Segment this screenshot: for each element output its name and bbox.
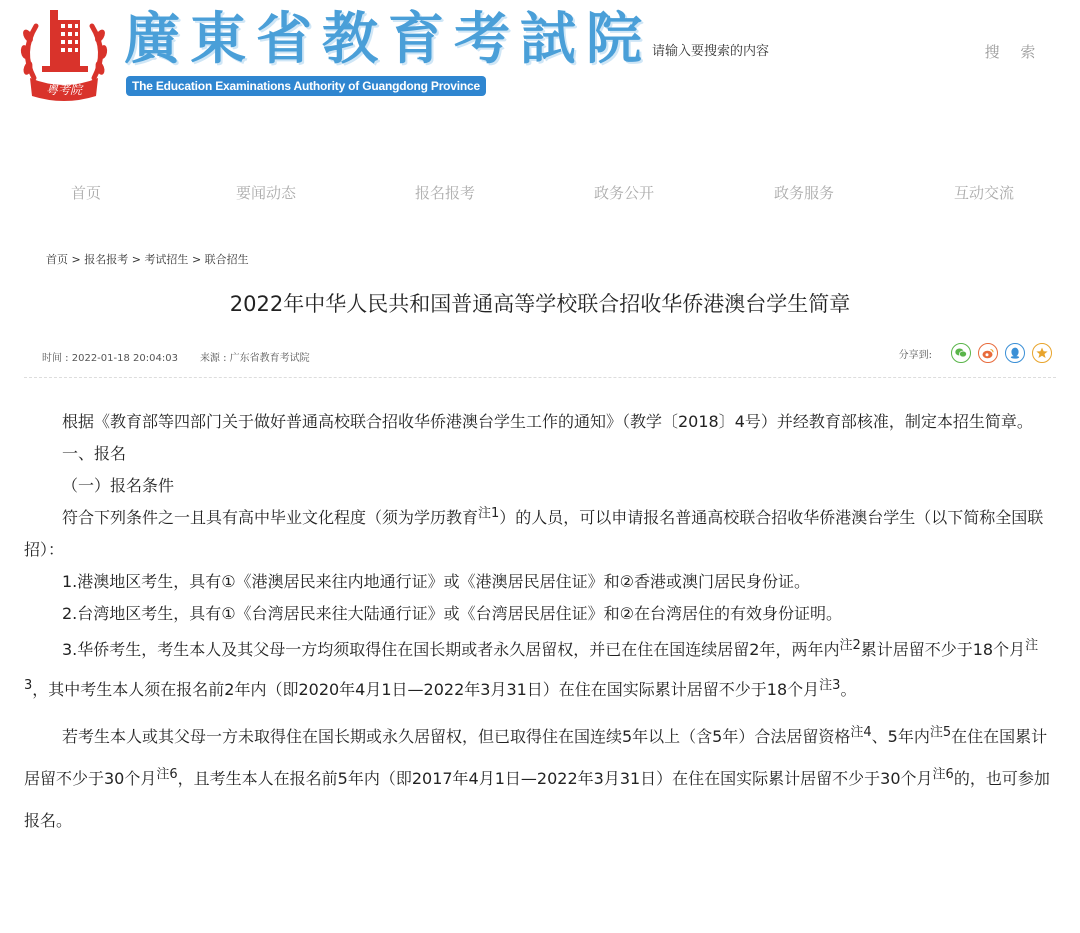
emblem-text: 粤考院	[45, 83, 83, 97]
breadcrumb	[46, 251, 249, 267]
qq-icon[interactable]	[1005, 343, 1025, 363]
breadcrumb-separator: >	[131, 253, 141, 266]
share-label: 分享到:	[898, 349, 932, 361]
heading-registration: 一、报名	[62, 444, 127, 463]
breadcrumb-home[interactable]: 首页	[46, 253, 68, 266]
breadcrumb-separator: >	[191, 253, 202, 266]
nav-item-news[interactable]: 要闻动态	[235, 184, 296, 202]
publish-time: 时间 : 2022-01-18 20:04:03	[42, 353, 178, 364]
site-title[interactable]: 廣東省教育考試院	[124, 6, 652, 72]
nav-item-registration[interactable]: 报名报考	[414, 184, 475, 202]
site-header	[0, 0, 1080, 120]
footnote-ref[interactable]: 注3	[24, 638, 1039, 693]
article-source: 来源 : 广东省教育考试院	[199, 353, 310, 364]
breadcrumb-exam-enrollment[interactable]: 考试招生	[144, 253, 189, 266]
footnote-ref[interactable]: 注6	[932, 767, 954, 782]
paragraph-intro: 根据《教育部等四部门关于做好普通高校联合招收华侨港澳台学生工作的通知》（教学〔2018〕4号）并经教育部核准，制定本招生简章。	[62, 412, 1033, 431]
footnote-ref[interactable]: 注6	[156, 767, 178, 782]
nav-item-services[interactable]: 政务服务	[773, 184, 834, 202]
paragraph-overseas-chinese: 3.华侨考生，考生本人及其父母一方均须取得住在国长期或者永久居留权，并已在住在国连续居留2年，两年内$^{注2}$累计居留不少于18个月$^{注3}$，其中考生本人须在报名前2年内（即2020年4月1日—2022年3月31日）在住在国实际累计居留不少于18个月$^{注3}$。	[24, 638, 1039, 699]
subheading-conditions: （一）报名条件	[62, 476, 175, 495]
weibo-icon[interactable]	[978, 343, 998, 363]
paragraph-conditions: 符合下列条件之一且具有高中毕业文化程度（须为学历教育$^{注1}$）的人员，可以申请报名普通高校联合招收华侨港澳台学生（以下简称全国联招）：	[24, 506, 1044, 559]
breadcrumb-separator: >	[71, 253, 81, 266]
article-title: 2022年中华人民共和国普通高等学校联合招收华侨港澳台学生简章	[229, 292, 851, 316]
site-subtitle: The Education Examinations Authority of Guangdong Province	[126, 76, 486, 96]
search-button[interactable]: 搜 索	[984, 38, 1044, 64]
paragraph-residence: 若考生本人或其父母一方未取得住在国长期或永久居留权，但已取得住在国连续5年以上（含5年）合法居留资格$^{注4}$、5年内$^{注5}$在住在国累计居留不少于30个月$^{注6}$，且考生本人在报名前5年内（即2017年4月1日—2022年3月31日）在住在国实际累计居留不少于30个月$^{注6}$的，也可参加报名。	[24, 725, 1050, 830]
main-nav	[0, 182, 1080, 212]
footnote-ref[interactable]: 注2	[839, 638, 861, 653]
wechat-icon[interactable]	[951, 343, 971, 363]
emblem-logo-icon[interactable]	[16, 6, 112, 106]
paragraph-taiwan: 2.台湾地区考生，具有①《台湾居民来往大陆通行证》或《台湾居民居住证》和②在台湾居住的有效身份证明。	[62, 604, 842, 623]
paragraph-hk-macao: 1.港澳地区考生，具有①《港澳居民来往内地通行证》或《港澳居民居住证》和②香港或澳门居民身份证。	[62, 572, 810, 591]
article-body	[24, 406, 1056, 842]
nav-item-public-affairs[interactable]: 政务公开	[593, 184, 654, 202]
footnote-ref[interactable]: 注5	[929, 725, 952, 740]
footnote-ref[interactable]: 注1	[478, 506, 500, 521]
nav-item-interaction[interactable]: 互动交流	[953, 184, 1014, 202]
article-meta	[42, 349, 310, 364]
meta-divider	[24, 377, 1056, 378]
nav-item-home[interactable]: 首页	[70, 184, 101, 202]
footnote-ref[interactable]: 注3	[819, 678, 841, 693]
share-bar	[899, 341, 1052, 365]
search-input[interactable]	[652, 38, 952, 64]
breadcrumb-joint-enrollment[interactable]: 联合招生	[204, 253, 249, 266]
qzone-icon[interactable]	[1032, 343, 1052, 363]
breadcrumb-registration[interactable]: 报名报考	[84, 253, 129, 266]
footnote-ref[interactable]: 注4	[850, 725, 872, 740]
